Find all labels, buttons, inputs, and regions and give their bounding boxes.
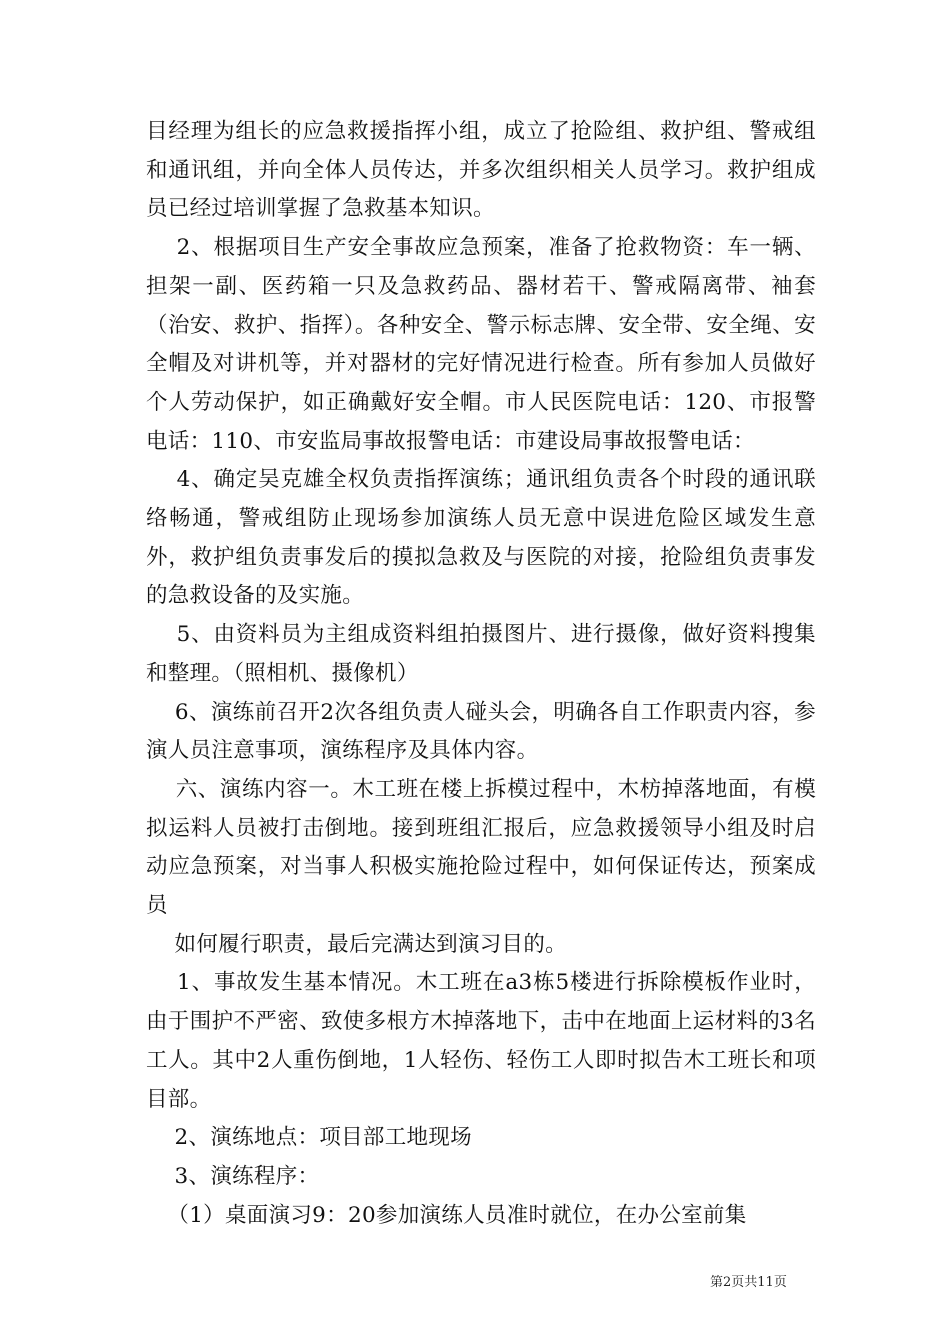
- paragraph-11: （1）桌面演习9：20参加演练人员准时就位，在办公室前集: [146, 1202, 747, 1228]
- paragraph-1: 目经理为组长的应急救援指挥小组，成立了抢险组、救护组、警戒组和通讯组，并向全体人员传达，并多次组织相关人员学习。救护组成员已经过培训掌握了急救基本知识。: [146, 119, 816, 222]
- paragraph-7: 如何履行职责，最后完满达到演习目的。: [146, 931, 567, 957]
- paragraph-3: 4、确定吴克雄全权负责指挥演练；通讯组负责各个时段的通讯联络畅通，警戒组防止现场参加演练人员无意中误进危险区域发生意外，救护组负责事发后的摸拟急救及与医院的对接，抢险组负责事发的急救设备的及实施。: [146, 467, 816, 609]
- paragraph-9: 2、演练地点：项目部工地现场: [146, 1125, 472, 1151]
- paragraph-2: 2、根据项目生产安全事故应急预案，准备了抢救物资：车一辆、担架一副、医药箱一只及急救药品、器材若干、警戒隔离带、袖套（治安、救护、指挥）。各种安全、警示标志牌、安全带、安全绳、安全帽及对讲机等，并对器材的完好情况进行检查。所有参加人员做好个人劳动保护，如正确戴好安全帽。市人民医院电话：120、市报警电话：110、市安监局事故报警电话：市建设局事故报警电话：: [146, 235, 816, 454]
- document-body: [146, 113, 816, 1235]
- paragraph-4: 5、由资料员为主组成资料组拍摄图片、进行摄像，做好资料搜集和整理。（照相机、摄像机）: [146, 622, 816, 686]
- paragraph-5: 6、演练前召开2次各组负责人碰头会，明确各自工作职责内容，参演人员注意事项，演练程序及具体内容。: [146, 699, 816, 764]
- paragraph-10: 3、演练程序：: [146, 1163, 320, 1189]
- paragraph-8: 1、事故发生基本情况。木工班在a3栋5楼进行拆除模板作业时，由于围护不严密、致使多根方木掉落地下，击中在地面上运材料的3名工人。其中2人重伤倒地，1人轻伤、轻伤工人即时拟告木工班长和项目部。: [146, 970, 817, 1112]
- paragraph-6: 六、演练内容一。木工班在楼上拆模过程中，木枋掉落地面，有模拟运料人员被打击倒地。接到班组汇报后，应急救援领导小组及时启动应急预案，对当事人积极实施抢险过程中，如何保证传达，预案成员: [146, 776, 816, 919]
- page-number: 第2页共11页: [710, 1275, 787, 1290]
